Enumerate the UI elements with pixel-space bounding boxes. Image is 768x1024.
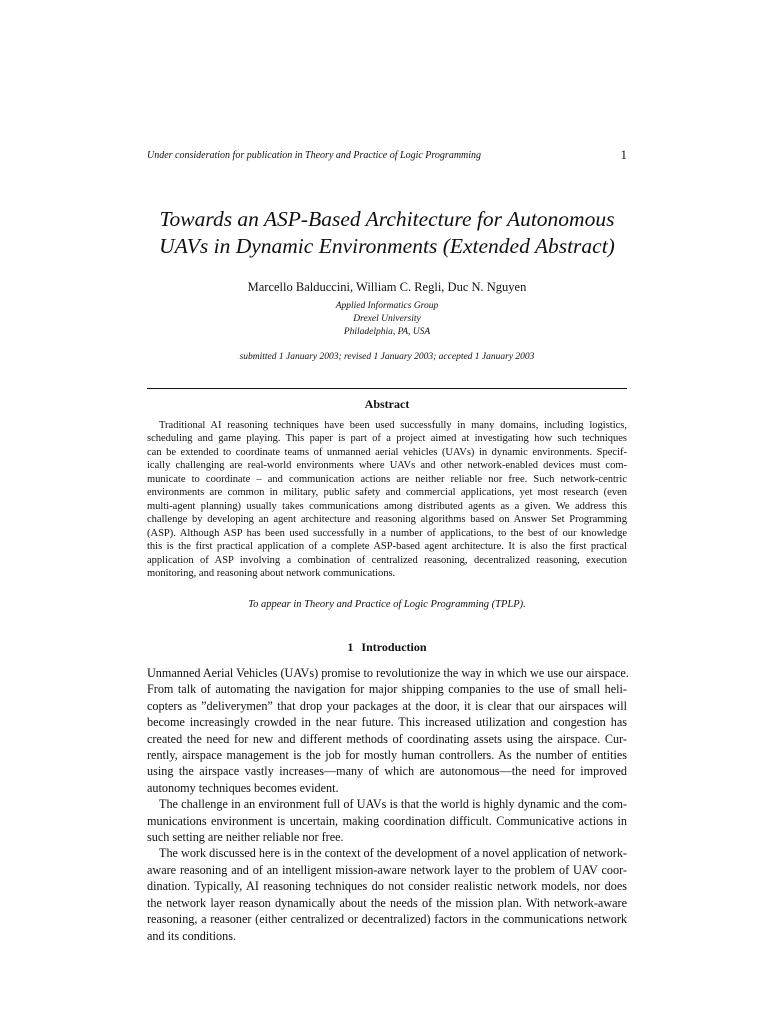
body-line: and its conditions. — [147, 928, 237, 943]
abstract-text — [147, 419, 627, 580]
body-line: munications environment is uncertain, making coordination difficult. Communicative actions in — [147, 813, 627, 828]
running-head: Under consideration for publication in Theory and Practice of Logic Programming — [147, 150, 482, 161]
abstract-line: challenge by developing an agent architecture and reasoning algorithms based on Answer Set Programming — [147, 514, 627, 526]
body-line: become increasingly crowded in the near future. This increased utilization and congestion has — [147, 715, 627, 730]
abstract-line: environments are common in military, public safety and commercial applications, yet most research (even — [147, 487, 627, 499]
title-line-1: Towards an ASP-Based Architecture for Autonomous — [159, 207, 615, 231]
page-number: 1 — [620, 147, 627, 162]
body-line: dination. Typically, AI reasoning techniques do not consider realistic network models, nor does — [147, 879, 627, 894]
abstract-heading: Abstract — [364, 397, 410, 411]
body-line: rently, airspace management is the job for mostly human controllers. As the number of entities — [147, 748, 627, 763]
affiliation-group: Applied Informatics Group — [335, 301, 439, 311]
abstract-line: ically challenging are real-world environments where UAVs and other network-enabled devices must com- — [147, 460, 627, 472]
abstract-line: Traditional AI reasoning techniques have been used successfully in many domains, including logistics, — [159, 420, 627, 431]
body-line: The challenge in an environment full of UAVs is that the world is highly dynamic and the com- — [159, 797, 627, 812]
publication-note: To appear in Theory and Practice of Logic Programming (TPLP). — [248, 599, 526, 610]
abstract-line: application of ASP involving a combination of centralized reasoning, decentralized reasoning, execution — [147, 554, 627, 566]
section-title: Introduction — [361, 640, 427, 654]
introduction-text — [147, 665, 627, 944]
body-line: using the airspace vastly increases—many of which are autonomous—the need for improved — [147, 764, 627, 779]
affiliation-university: Drexel University — [353, 314, 421, 324]
body-line: Unmanned Aerial Vehicles (UAVs) promise to revolutionize the way in which we use our airspace. — [147, 666, 629, 680]
body-line: the network layer reason dynamically about the needs of the mission plan. With network-aware — [147, 895, 627, 910]
body-line: such setting are neither reliable nor free. — [147, 830, 344, 845]
abstract-line: scheduling and game playing. This paper is part of a project aimed at investigating how such techniques — [147, 433, 627, 445]
abstract-line: monitoring, and reasoning about network communications. — [147, 567, 396, 579]
abstract-line: can be extended to coordinate teams of unmanned aerial vehicles (UAVs) in dynamic environments. Specif- — [147, 446, 627, 458]
abstract-line: multi-agent planning) usually takes communications among distributed agents as a given. We address this — [147, 500, 627, 512]
abstract-divider — [147, 388, 627, 389]
body-line: aware reasoning and of an intelligent mission-aware network layer to the problem of UAV coor- — [147, 862, 627, 877]
abstract-line: this is the first practical application of a complete ASP-based agent architecture. It is also the first practical — [147, 541, 627, 553]
abstract-line: municate to coordinate – and communication actions are neither reliable nor free. Such network-centric — [147, 473, 627, 485]
abstract-line: (ASP). Although ASP has been used successfully in a number of applications, to the best of our knowledge — [147, 527, 627, 539]
affiliation-location: Philadelphia, PA, USA — [343, 327, 431, 337]
authors: Marcello Balduccini, William C. Regli, Duc N. Nguyen — [247, 280, 527, 294]
body-line: From talk of automating the navigation for major shipping companies to the use of small heli- — [147, 682, 627, 697]
paper-title — [140, 206, 634, 260]
submission-dates: submitted 1 January 2003; revised 1 January 2003; accepted 1 January 2003 — [239, 352, 535, 362]
title-line-2: UAVs in Dynamic Environments (Extended Abstract) — [159, 234, 615, 258]
section-number: 1 — [347, 640, 354, 654]
body-line: The work discussed here is in the context of the development of a novel application of network- — [159, 846, 627, 861]
section-heading-introduction — [147, 639, 627, 655]
body-line: copters as ”deliverymen” that drop your packages at the door, it is clear that our airspaces will — [147, 698, 627, 713]
body-line: created the need for new and different methods of coordinating assets using the airspace. Cur- — [147, 731, 627, 746]
body-line: autonomy techniques becomes evident. — [147, 780, 339, 795]
body-line: reasoning, a reasoner (either centralized or decentralized) factors in the communications network — [147, 912, 627, 927]
